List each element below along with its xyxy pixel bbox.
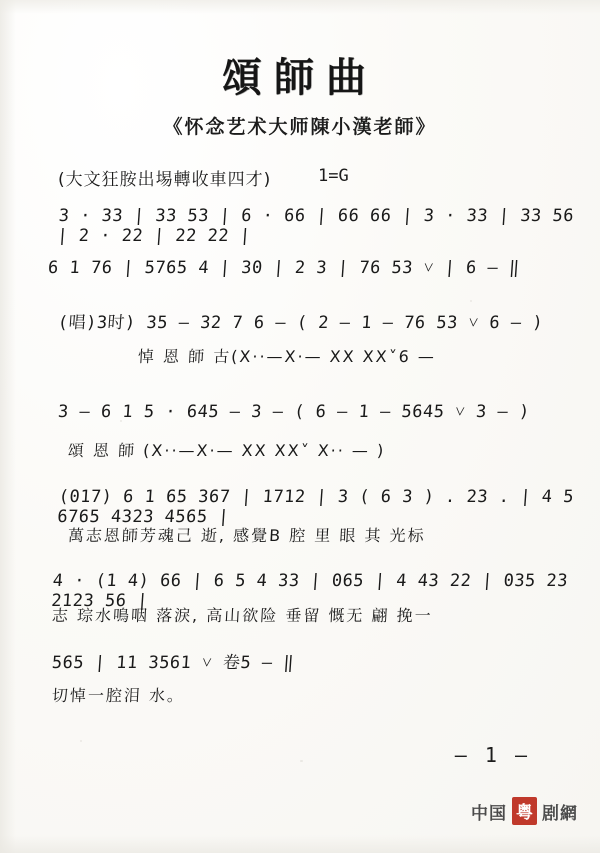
notation-row bbox=[58, 487, 576, 527]
notation-row bbox=[48, 258, 576, 278]
page-title: 頌師曲 bbox=[222, 55, 378, 101]
notation-text: 6 1 76 | 5765 4 | 30 | 2 3 | 76 53 ˅ | 6 — ‖ bbox=[47, 258, 521, 278]
page-number: — 1 — bbox=[454, 743, 530, 767]
notation-text: 3 — 6 1 5 · 645 — 3 — ( 6 — 1 — 5645 ˅ 3 — ) bbox=[57, 402, 531, 422]
lyric-row bbox=[52, 603, 576, 626]
lyric-text: 志 琮水鳴咽 落淚, 高山欲险 垂留 慨无 翩 挽一 bbox=[51, 606, 434, 625]
lyric-text: 萬志恩師芳魂己 逝, 感覺B 腔 里 眼 其 光标 bbox=[67, 526, 427, 545]
notation-row bbox=[58, 308, 576, 333]
watermark-text-right: 剧網 bbox=[542, 803, 578, 824]
notation-text: 565 | 11 3561 ˅ 卷5 — ‖ bbox=[51, 653, 295, 673]
lyric-row bbox=[138, 344, 576, 367]
lyric-row bbox=[68, 438, 576, 461]
site-watermark bbox=[471, 797, 578, 825]
watermark-badge: 粤 bbox=[512, 797, 537, 825]
scan-speck bbox=[300, 760, 303, 762]
paper-edge-bottom bbox=[0, 835, 600, 853]
notation-text: 3 · 33 | 33 53 | 6 · 66 | 66 66 | 3 · 33 | 33 56 | 2 · 22 | 22 22 | bbox=[56, 206, 575, 246]
notation-text: (唱)3时) 35 — 32 7 6 — ( 2 — 1 — 76 53 ˅ 6 — ) bbox=[57, 313, 544, 333]
scan-speck bbox=[80, 740, 82, 742]
notation-row bbox=[58, 402, 576, 422]
key-signature: 1=G bbox=[318, 166, 349, 186]
performance-note: (大文狂胺出埸轉收車四才) bbox=[58, 170, 272, 190]
notation-row bbox=[58, 206, 576, 246]
notation-row bbox=[52, 648, 576, 673]
lyric-text: 悼 恩 師 古(X··—X·— XX XX˅6 — bbox=[137, 347, 437, 366]
page-subtitle: 《怀念艺术大师陳小漢老師》 bbox=[163, 116, 437, 138]
watermark-text-left: 中国 bbox=[471, 803, 507, 824]
lyric-text: 頌 恩 師 (X··—X·— XX XX˅ X·· — ) bbox=[67, 441, 386, 460]
notation-text: (017) 6 1 65 367 | 1712 | 3 ( 6 3 ) . 23 . | 4 5 6765 4323 4565 | bbox=[56, 487, 575, 527]
paper-edge-top bbox=[0, 0, 600, 14]
lyric-text: 切悼一腔泪 水。 bbox=[51, 686, 186, 705]
notation-text: 4 · (1 4) 66 | 6 5 4 33 | 065 | 4 43 22 | 035 23 2123 56 | bbox=[50, 571, 569, 611]
scan-speck bbox=[470, 300, 472, 302]
lyric-row bbox=[68, 523, 576, 546]
lyric-row bbox=[52, 683, 576, 706]
